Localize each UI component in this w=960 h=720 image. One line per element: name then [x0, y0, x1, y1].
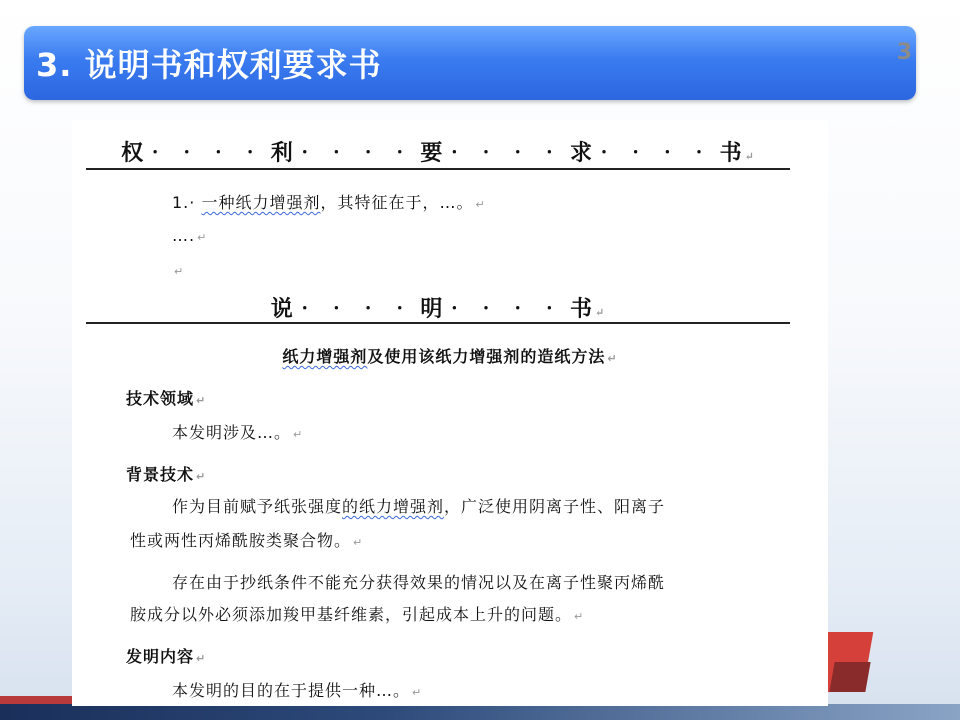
background-heading-text: 背景技术 [126, 465, 195, 484]
paragraph-mark: ↵ [196, 394, 207, 407]
decorative-dark-accent [829, 662, 870, 692]
spec-heading [86, 292, 790, 323]
claims-ellipsis-text: …. [172, 226, 196, 245]
paragraph-mark: ↵ [353, 536, 364, 549]
paragraph-mark: ↵ [475, 198, 486, 211]
background-p2-line2 [130, 602, 584, 625]
background-p2-line2-text: 胺成分以外必须添加羧甲基纤维素，引起成本上升的问题。 [130, 605, 573, 624]
tech-field-heading-text: 技术领域 [126, 389, 195, 408]
background-p2-line1 [172, 570, 665, 593]
empty-paragraph [172, 260, 184, 279]
background-p1-part-c: ，广泛使用阴离子性、阳离子 [444, 497, 666, 516]
paragraph-mark: ↵ [293, 428, 304, 441]
background-p1-part-a: 作为目前赋予纸张强度 [172, 497, 343, 516]
decorative-bottom-band [0, 704, 960, 720]
invention-title-term: 纸力增强剂 [282, 347, 368, 366]
paragraph-mark: ↵ [197, 231, 208, 244]
paragraph-mark: ↵ [607, 352, 618, 365]
content-heading [126, 644, 206, 667]
paragraph-mark: ↵ [196, 470, 207, 483]
claim-1-term: 一种纸力增强剂 [201, 193, 321, 212]
claims-rule [86, 168, 790, 170]
invention-title [72, 344, 828, 367]
paragraph-mark: ↵ [574, 610, 585, 623]
claims-heading [86, 136, 790, 167]
paragraph-mark: ↵ [744, 150, 755, 163]
claim-1-text: ，其特征在于，…。 [320, 193, 474, 212]
content-body: 本发明的目的在于提供一种…。 [172, 681, 411, 700]
invention-title-text: 及使用该纸力增强剂的造纸方法 [367, 347, 606, 366]
slide-number: 3 [896, 40, 912, 65]
claim-1-number: 1.· [172, 193, 202, 212]
tech-field-text [172, 420, 303, 443]
tech-field-heading [126, 386, 206, 409]
paragraph-mark: ↵ [196, 652, 207, 665]
paragraph-mark: ↵ [412, 686, 423, 699]
background-p1-term: 的纸力增强剂 [342, 497, 445, 516]
background-p2-line1-text: 存在由于抄纸条件不能充分获得效果的情况以及在离子性聚丙烯酰 [172, 573, 666, 592]
background-p1-line1 [172, 494, 665, 517]
background-p1-line2-text: 性或两性丙烯酰胺类聚合物。 [130, 531, 352, 550]
claim-1 [172, 190, 486, 213]
spec-heading-text: 说‧ ‧ ‧ ‧ 明‧ ‧ ‧ ‧ 书 [270, 296, 594, 322]
claims-ellipsis [172, 226, 207, 245]
slide-title-bar [24, 26, 916, 100]
paragraph-mark: ↵ [595, 306, 606, 319]
document-page [72, 120, 828, 706]
slide-title: 3. 说明书和权利要求书 [36, 46, 382, 84]
content-text [172, 678, 422, 701]
paragraph-mark: ↵ [174, 265, 185, 278]
claims-heading-text: 权‧ ‧ ‧ ‧ 利‧ ‧ ‧ ‧ 要‧ ‧ ‧ ‧ 求‧ ‧ ‧ ‧ 书 [121, 140, 743, 166]
content-heading-text: 发明内容 [126, 647, 195, 666]
spec-rule [86, 322, 790, 324]
tech-field-body: 本发明涉及…。 [172, 423, 292, 442]
background-heading [126, 462, 206, 485]
background-p1-line2 [130, 528, 363, 551]
